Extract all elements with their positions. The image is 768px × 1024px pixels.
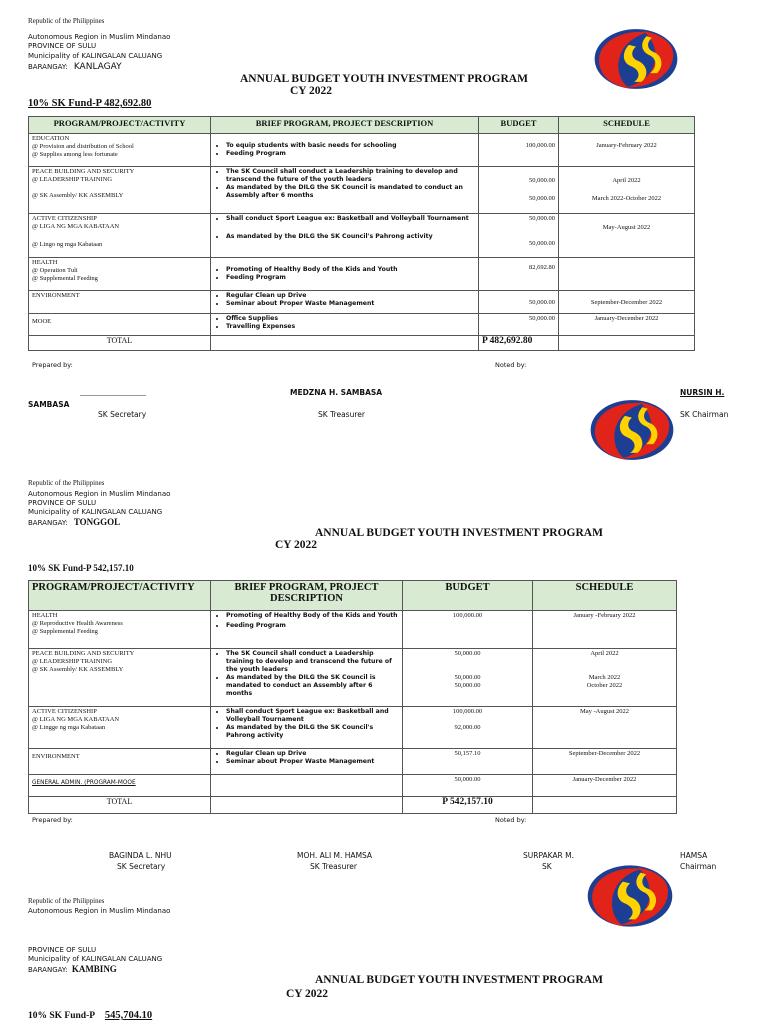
budget-cell: 50,000.00 (454, 682, 481, 689)
table-row (29, 291, 695, 314)
budget-cell: 100,000.00 (452, 612, 483, 619)
description-item: • As mandated by the DILG the SK Council's Pahrong activity (226, 233, 475, 241)
table-row (29, 167, 695, 214)
treasurer-name: MEDZNA H. SAMBASA (290, 388, 383, 397)
col-header-budget: BUDGET (403, 581, 533, 611)
description-item: • Shall conduct Sport League ex: Basketball and Volleyball Tournament (226, 215, 475, 223)
republic-label: Republic of the Philippines (28, 897, 105, 905)
description-item: • The SK Council shall conduct a Leadership training to develop and transcend the future of the youth leaders (226, 168, 475, 184)
total-label: TOTAL (29, 797, 211, 814)
prepared-by-label: Prepared by: (32, 816, 73, 824)
treasurer-name: MOH. ALI M. HAMSA (297, 851, 373, 860)
schedule-cell: April 2022 (590, 650, 619, 657)
budget-cell: 50,000.00 (529, 299, 555, 306)
municipality-label: Municipality of KALINGALAN CALUANG (28, 955, 163, 963)
budget-cell: 50,000.00 (529, 315, 555, 322)
program-cell: @ LEADERSHIP TRAINING (32, 658, 113, 665)
barangay-label: BARANGAY: (28, 519, 68, 527)
table-row (29, 134, 695, 167)
description-item: • To equip students with basic needs for schooling (226, 142, 475, 150)
page-year: CY 2022 (290, 85, 333, 97)
schedule-cell: January-December 2022 (572, 776, 637, 783)
program-cell: @ Supplemental Feeding (32, 275, 98, 282)
page-year: CY 2022 (286, 988, 329, 1000)
program-cell: GENERAL ADMIN. (PROGRAM-MOOE (32, 780, 136, 786)
fund-amount: 545,704.10 (104, 1010, 153, 1021)
province-label: PROVINCE OF SULU (28, 42, 97, 50)
col-header-description: BRIEF PROGRAM, PROJECT DESCRIPTION (211, 581, 403, 611)
barangay-name: TONGGOL (73, 517, 121, 527)
budget-cell: 50,000.00 (454, 674, 481, 681)
region-label: Autonomous Region in Muslim Mindanao (28, 33, 171, 41)
secretary-name: SAMBASA (28, 400, 70, 409)
schedule-cell: January-February 2022 (596, 142, 657, 149)
chairman-title: SK Chairman (680, 410, 729, 419)
schedule-cell: March 2022 (588, 674, 621, 681)
description-item: • Feeding Program (226, 274, 475, 282)
budget-cell: 50,157.10 (454, 750, 481, 757)
table-row (29, 258, 695, 291)
sk-logo (588, 392, 676, 468)
description-item: • Feeding Program (226, 622, 399, 630)
municipality-label: Municipality of KALINGALAN CALUANG (28, 52, 163, 60)
program-cell: @ Reproductive Health Awareness (32, 620, 123, 627)
program-cell: @ Supplies among less fortunate (32, 151, 118, 158)
col-header-description: BRIEF PROGRAM, PROJECT DESCRIPTION (211, 117, 479, 134)
budget-cell: 100,000.00 (452, 708, 483, 715)
budget-cell: 92,000.00 (454, 724, 481, 731)
description-item: • Promoting of Healthy Body of the Kids and Youth (226, 612, 399, 620)
chairman-title-first: SK (542, 862, 552, 871)
province-label: PROVINCE OF SULU (28, 499, 97, 507)
col-header-program: PROGRAM/PROJECT/ACTIVITY (29, 581, 211, 611)
budget-table (28, 580, 677, 814)
schedule-cell: September-December 2022 (568, 750, 641, 757)
description-item: • As mandated by the DILG the SK Council is mandated to conduct an Assembly after 6 months (226, 674, 399, 698)
col-header-program: PROGRAM/PROJECT/ACTIVITY (29, 117, 211, 134)
secretary-title: SK Secretary (98, 410, 147, 419)
table-total-row (29, 336, 695, 351)
description-item: • Promoting of Healthy Body of the Kids and Youth (226, 266, 475, 274)
program-cell: @ SK Assembly/ KK ASSEMBLY (32, 666, 124, 673)
treasurer-title: SK Treasurer (310, 862, 357, 871)
program-cell: @ LIGA NG MGA KABATAAN (32, 223, 120, 230)
table-row (29, 775, 677, 797)
table-row (29, 749, 677, 775)
description-item: • As mandated by the DILG the SK Council's Pahrong activity (226, 724, 399, 740)
program-cell: EDUCATION (32, 135, 70, 142)
program-cell: @ Lingo ng mga Kabataan (32, 241, 103, 248)
description-item: • Regular Clean up Drive (226, 292, 475, 300)
schedule-cell: May-August 2022 (602, 224, 651, 231)
schedule-cell: October 2022 (586, 682, 623, 689)
program-cell: @ Lingge ng mga Kabataan (32, 724, 106, 731)
table-row (29, 314, 695, 336)
noted-by-label: Noted by: (495, 816, 527, 824)
treasurer-title: SK Treasurer (318, 410, 365, 419)
republic-label: Republic of the Philippines (28, 17, 105, 25)
republic-label: Republic of the Philippines (28, 479, 105, 487)
description-item: • Regular Clean up Drive (226, 750, 399, 758)
budget-cell: 50,000.00 (529, 215, 555, 222)
description-item: • Feeding Program (226, 150, 475, 158)
budget-cell: 50,000.00 (454, 776, 481, 783)
schedule-cell: January-December 2022 (594, 315, 659, 322)
description-item: • Travelling Expenses (226, 323, 475, 331)
page-title: ANNUAL BUDGET YOUTH INVESTMENT PROGRAM (315, 974, 603, 986)
program-cell: ENVIRONMENT (32, 292, 80, 299)
col-header-schedule: SCHEDULE (533, 581, 677, 611)
fund-amount: 10% SK Fund-P 542,157.10 (28, 563, 134, 573)
description-item: • The SK Council shall conduct a Leadership training to develop and transcend the future of the youth leaders (226, 650, 399, 674)
table-row (29, 707, 677, 749)
program-cell: @ Operation Tuli (32, 267, 78, 274)
program-cell: @ Provision and distribution of School (32, 143, 134, 150)
schedule-cell: January -February 2022 (573, 612, 636, 619)
program-cell: @ Supplemental Feeding (32, 628, 98, 635)
budget-cell: 82,692.80 (529, 264, 555, 271)
col-header-schedule: SCHEDULE (559, 117, 695, 134)
signature-line: ______________________ (80, 389, 146, 396)
table-total-row (29, 797, 677, 814)
barangay-name: KANLAGAY (73, 62, 122, 72)
budget-cell: 50,000.00 (529, 177, 555, 184)
budget-table (28, 116, 695, 351)
program-cell: @ SK Assembly/ KK ASSEMBLY (32, 192, 124, 199)
chairman-name: NURSIN H. (680, 388, 725, 397)
program-cell: @ LIGA NG MGA KABATAAN (32, 716, 120, 723)
program-cell: ACTIVE CITIZENSHIP (32, 215, 97, 222)
table-row (29, 649, 677, 707)
sk-logo (592, 20, 680, 98)
program-cell: PEACE BUILDING AND SECURITY (32, 168, 135, 175)
program-cell: PEACE BUILDING AND SECURITY (32, 650, 135, 657)
barangay-name: KAMBING (71, 964, 117, 974)
schedule-cell: March 2022-October 2022 (591, 195, 662, 202)
description-item: • As mandated by the DILG the SK Council is mandated to conduct an Assembly after 6 months (226, 184, 475, 200)
barangay-label: BARANGAY: (28, 63, 68, 71)
fund-amount: 10% SK Fund-P 482,692.80 (28, 98, 152, 109)
total-value: P 542,157.10 (403, 797, 533, 814)
col-header-budget: BUDGET (479, 117, 559, 134)
total-value: P 482,692.80 (479, 336, 559, 351)
program-cell: MOOE (32, 318, 52, 325)
budget-cell: 50,000.00 (529, 195, 555, 202)
prepared-by-label: Prepared by: (32, 361, 73, 369)
budget-cell: 100,000.00 (525, 142, 555, 149)
description-item: • Seminar about Proper Waste Management (226, 300, 475, 308)
description-item: • Shall conduct Sport League ex: Basketball and Volleyball Tournament (226, 708, 399, 724)
schedule-cell: April 2022 (612, 177, 641, 184)
fund-label: 10% SK Fund-P (28, 1011, 95, 1021)
secretary-name: BAGINDA L. NHU (109, 851, 172, 860)
schedule-cell: May -August 2022 (579, 708, 630, 715)
program-cell: HEALTH (32, 612, 58, 619)
province-label: PROVINCE OF SULU (28, 946, 97, 954)
noted-by-label: Noted by: (495, 361, 527, 369)
chairman-title-last: Chairman (680, 862, 717, 871)
table-row (29, 611, 677, 649)
chairman-name-last: HAMSA (680, 851, 708, 860)
description-item: • Office Supplies (226, 315, 475, 323)
region-label: Autonomous Region in Muslim Mindanao (28, 907, 171, 915)
chairman-name-first: SURPAKAR M. (523, 851, 575, 860)
page-title: ANNUAL BUDGET YOUTH INVESTMENT PROGRAM (240, 73, 528, 85)
page-year: CY 2022 (275, 539, 318, 551)
total-label: TOTAL (29, 336, 211, 351)
program-cell: ENVIRONMENT (32, 753, 80, 760)
region-label: Autonomous Region in Muslim Mindanao (28, 490, 171, 498)
program-cell: HEALTH (32, 259, 58, 266)
schedule-cell: September-December 2022 (590, 299, 663, 306)
municipality-label: Municipality of KALINGALAN CALUANG (28, 508, 163, 516)
page-title: ANNUAL BUDGET YOUTH INVESTMENT PROGRAM (315, 527, 603, 539)
program-cell: @ LEADERSHIP TRAINING (32, 176, 113, 183)
barangay-label: BARANGAY: (28, 966, 68, 974)
secretary-title: SK Secretary (117, 862, 166, 871)
table-row (29, 214, 695, 258)
budget-cell: 50,000.00 (529, 240, 555, 247)
budget-cell: 50,000.00 (454, 650, 481, 657)
sk-logo (585, 858, 675, 934)
description-item: • Seminar about Proper Waste Management (226, 758, 399, 766)
program-cell: ACTIVE CITIZENSHIP (32, 708, 97, 715)
